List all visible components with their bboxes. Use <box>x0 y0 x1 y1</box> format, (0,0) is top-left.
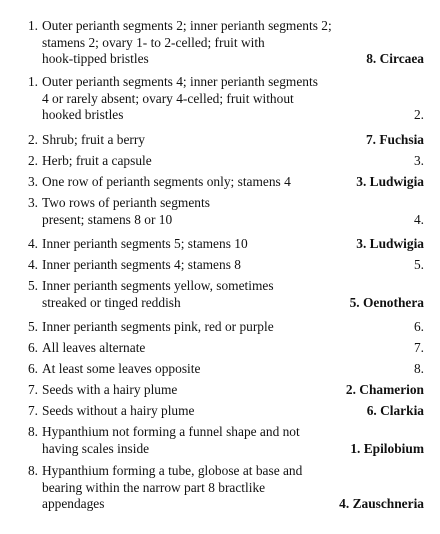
description-line: Outer perianth segments 2; inner perianth segments 2; <box>42 18 332 33</box>
couplet-number: 8. <box>27 424 38 439</box>
couplet-number: 6. <box>27 340 38 355</box>
couplet-target: 2. Chamerion <box>345 382 424 397</box>
description-line: bearing within the narrow part 8 bractlike <box>42 479 266 495</box>
couplet-description <box>42 463 342 513</box>
couplet-number: 7. <box>27 382 38 397</box>
description-line: Inner perianth segments 5; stamens 10 <box>42 236 248 251</box>
description-line: Seeds without a hairy plume <box>42 403 195 418</box>
description-line: Hypanthium not forming a funnel shape and not <box>42 424 300 439</box>
description-line: At least some leaves opposite <box>42 361 201 376</box>
couplet-description <box>42 424 342 457</box>
couplet-description <box>42 382 342 399</box>
couplet-target: 7. <box>413 340 424 355</box>
couplet-target: 6. <box>413 319 424 334</box>
couplet-description <box>42 174 342 191</box>
description-line: appendages <box>42 496 105 511</box>
couplet-target: 7. Fuchsia <box>365 132 424 147</box>
couplet-description <box>42 403 342 420</box>
description-line: All leaves alternate <box>42 340 146 355</box>
description-line: Inner perianth segments pink, red or purple <box>42 319 274 334</box>
couplet-number: 6. <box>27 361 38 376</box>
couplet-number: 4. <box>27 257 38 272</box>
couplet-target: 4. Zauschneria <box>339 496 424 511</box>
description-line: present; stamens 8 or 10 <box>42 211 173 227</box>
couplet-number: 3. <box>27 174 38 189</box>
couplet-description <box>42 278 342 311</box>
couplet-description <box>42 153 342 170</box>
couplet-target: 8. <box>413 361 424 376</box>
couplet-description <box>42 74 342 124</box>
couplet-number: 1. <box>27 74 38 89</box>
couplet-target: 1. Epilobium <box>350 440 424 456</box>
couplet-description <box>42 195 342 228</box>
couplet-description <box>42 361 342 378</box>
couplet-target: 3. Ludwigia <box>356 174 424 189</box>
description-line: having scales inside <box>42 440 150 456</box>
description-line: One row of perianth segments only; stamens 4 <box>42 174 291 189</box>
description-line: Two rows of perianth segments <box>42 195 210 210</box>
description-line: Hypanthium forming a tube, globose at base and <box>42 463 303 478</box>
couplet-number: 4. <box>27 236 38 251</box>
couplet-target: 8. Circaea <box>366 51 424 66</box>
couplet-number: 5. <box>27 278 38 293</box>
couplet-description <box>42 132 342 149</box>
description-line: Shrub; fruit a berry <box>42 132 146 147</box>
description-line: Inner perianth segments yellow, sometimes <box>42 278 274 293</box>
couplet-description <box>42 18 342 68</box>
description-line: hook-tipped bristles <box>42 51 149 66</box>
description-line: hooked bristles <box>42 107 124 122</box>
couplet-number: 7. <box>27 403 38 418</box>
couplet-description <box>42 236 342 253</box>
couplet-target: 4. <box>413 211 424 227</box>
description-line: Outer perianth segments 4; inner perianth segments <box>42 74 318 89</box>
description-line: Inner perianth segments 4; stamens 8 <box>42 257 241 272</box>
couplet-target: 5. Oenothera <box>349 294 424 310</box>
description-line: stamens 2; ovary 1- to 2-celled; fruit with <box>42 34 265 50</box>
description-line: 4 or rarely absent; ovary 4-celled; fruit without <box>42 90 294 106</box>
couplet-number: 1. <box>27 18 38 33</box>
couplet-number: 8. <box>27 463 38 478</box>
couplet-target: 5. <box>413 257 424 272</box>
couplet-target: 3. <box>413 153 424 168</box>
couplet-description <box>42 257 342 274</box>
couplet-target: 2. <box>413 107 424 122</box>
couplet-number: 5. <box>27 319 38 334</box>
couplet-description <box>42 340 342 357</box>
description-line: streaked or tinged reddish <box>42 294 181 310</box>
description-line: Seeds with a hairy plume <box>42 382 178 397</box>
couplet-number: 2. <box>27 132 38 147</box>
couplet-number: 3. <box>27 195 38 210</box>
couplet-target: 3. Ludwigia <box>356 236 424 251</box>
description-line: Herb; fruit a capsule <box>42 153 152 168</box>
couplet-number: 2. <box>27 153 38 168</box>
couplet-description <box>42 319 342 336</box>
couplet-target: 6. Clarkia <box>366 403 424 418</box>
